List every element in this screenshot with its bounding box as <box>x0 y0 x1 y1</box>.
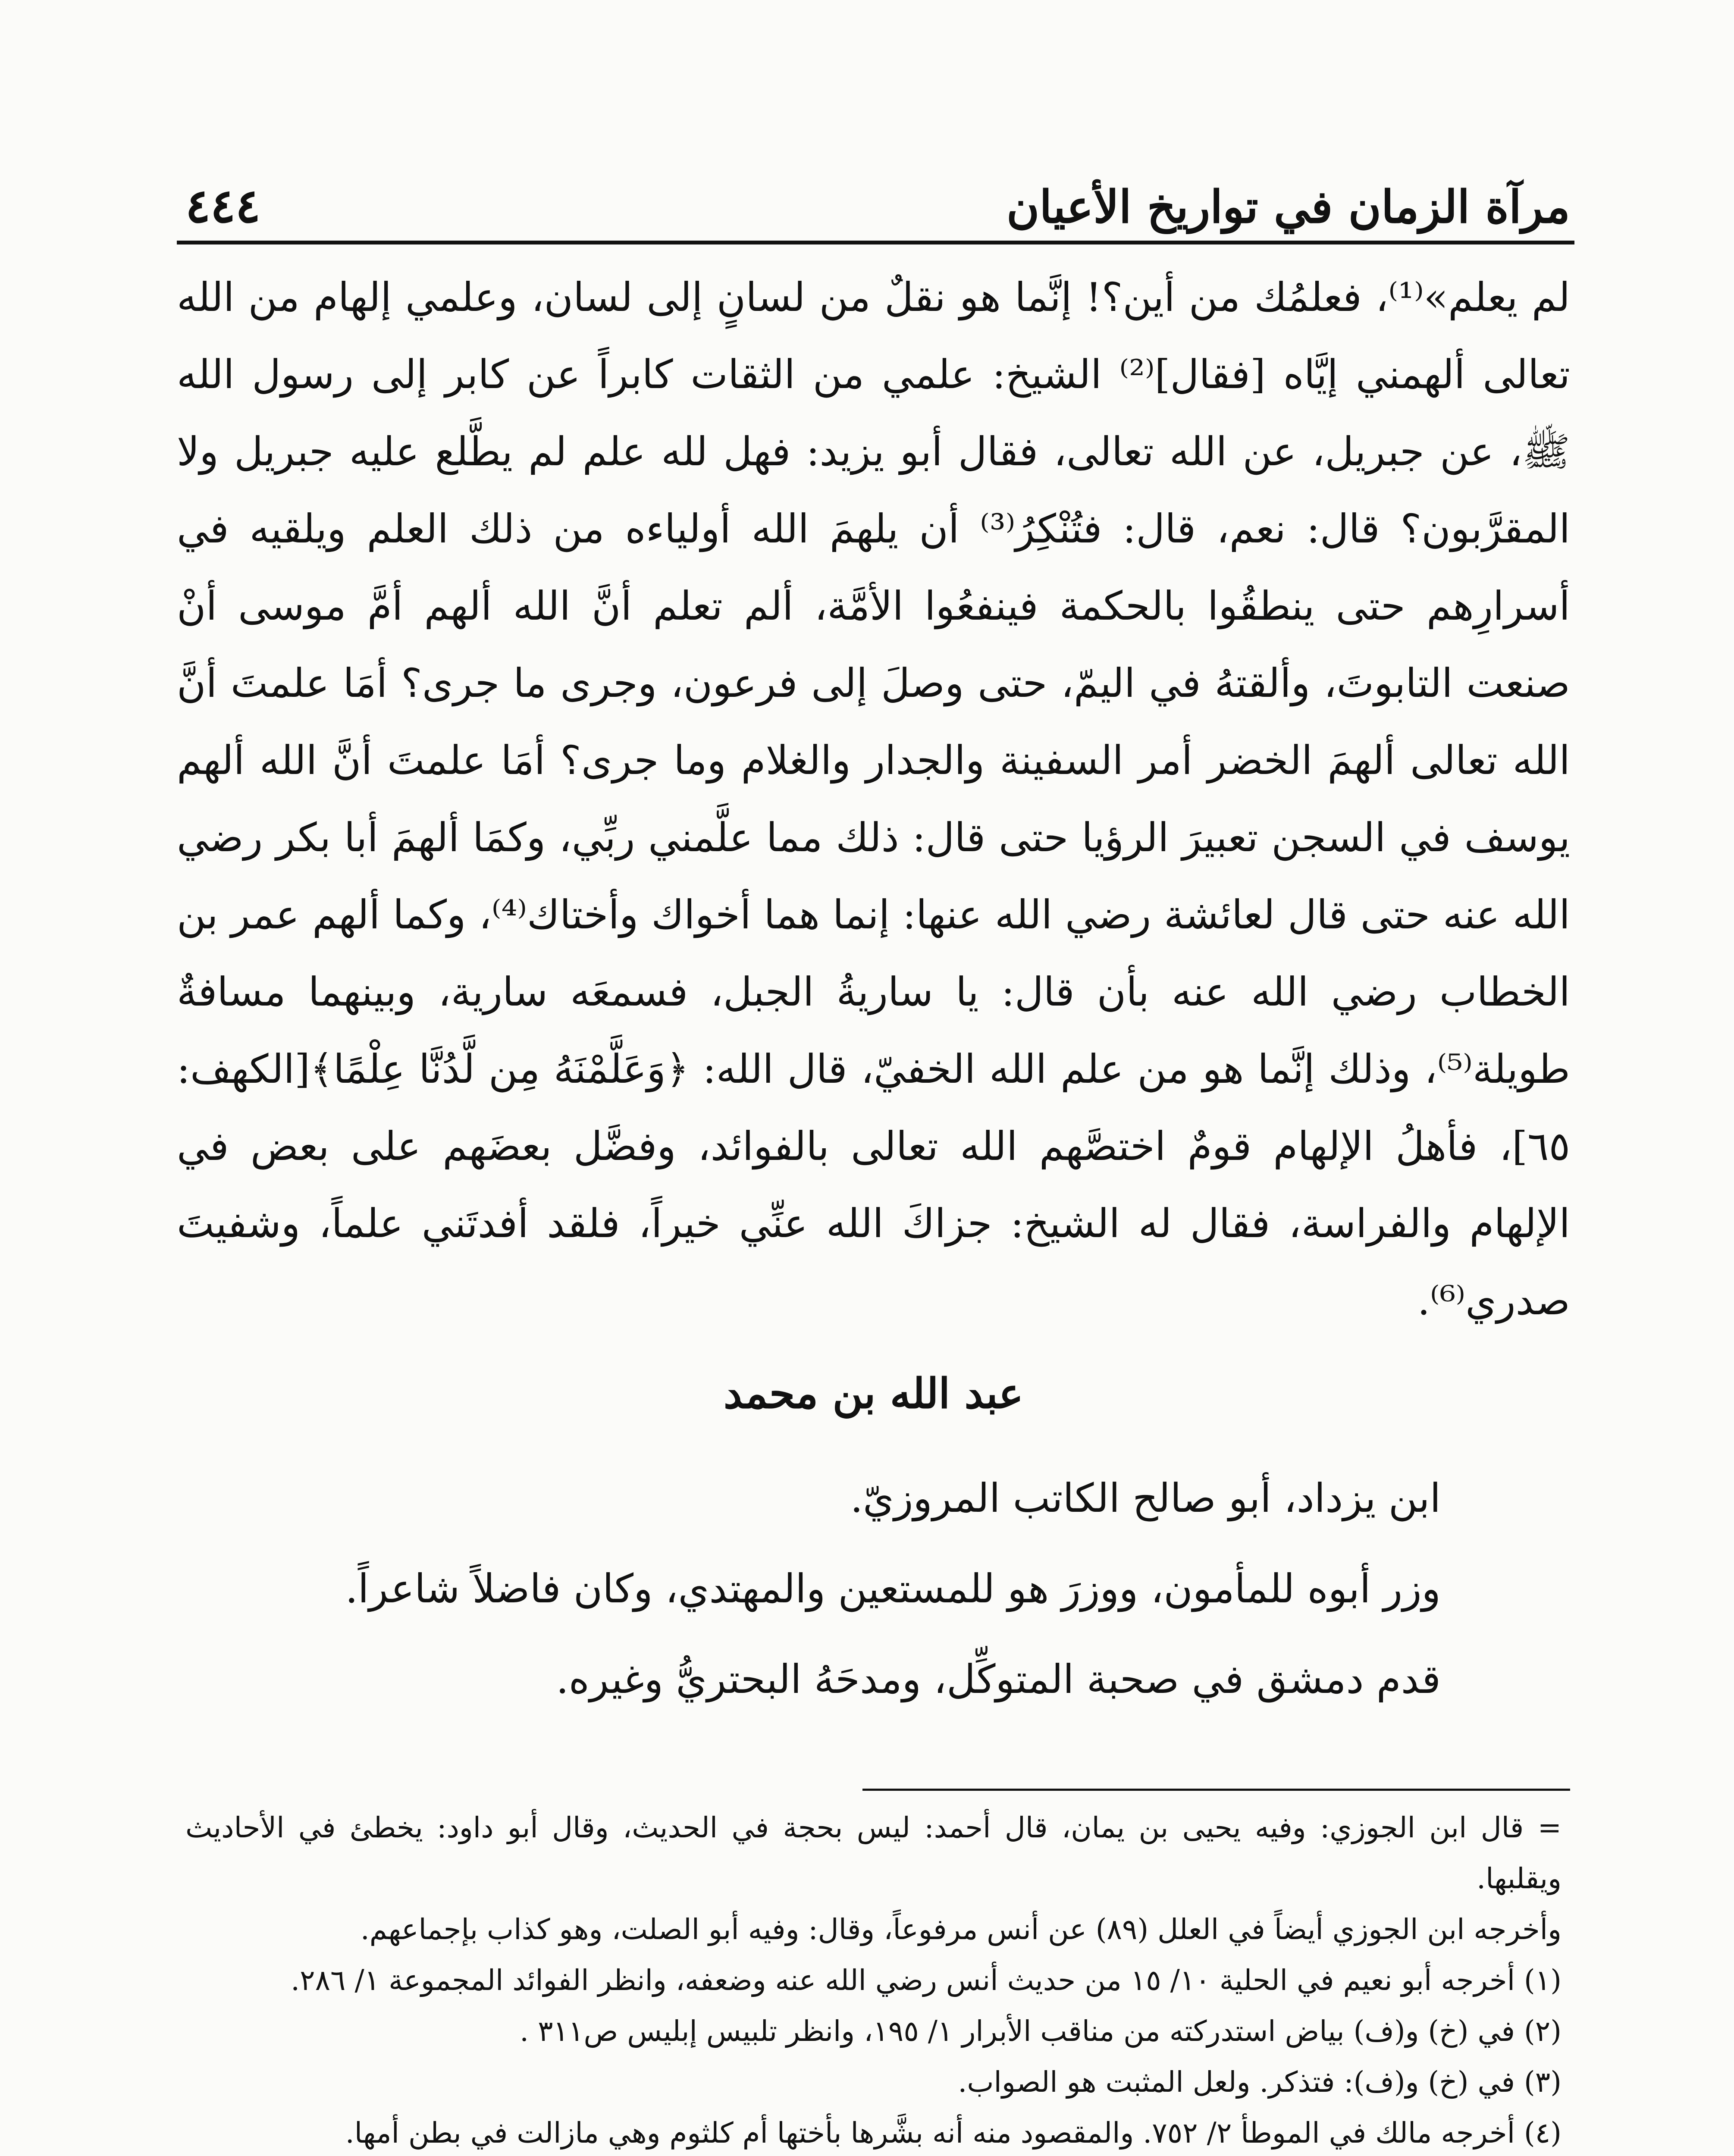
page-header <box>185 138 1570 237</box>
page-number: ٤٤٤ <box>185 179 261 233</box>
footnote-2: (٢) في (خ) و(ف) بياض استدركته من مناقب الأبرار ١/ ١٩٥، وانظر تلبيس إبليس ص٣١١ . <box>520 2015 1562 2048</box>
footnote-separator <box>862 1789 1570 1791</box>
biography-line: ابن يزداد، أبو صالح الكاتب المروزيّ. <box>850 1475 1441 1521</box>
main-paragraph: لم يعلم»⁽¹⁾، فعلمُك من أين؟! إنَّما هو نقلٌ من لسانٍ إلى لسان، وعلمي إلهام من الله تعالى ألهمني إيَّاه [فقال]⁽²⁾ الشيخ: علمي من الثقات كابراً عن كابر إلى رسول الله ﷺ، عن جبريل، عن الله تعالى، فقال أبو يزيد: فهل لله علم لم يطَّلع عليه جبريل ولا المقرَّبون؟ قال: نعم، قال: فتُنْكِرُ⁽³⁾ أن يلهمَ الله أولياءه من ذلك العلم ويلقيه في أسرارِهم حتى ينطقُوا بالحكمة فينفعُوا الأمَّة، ألم تعلم أنَّ الله ألهم أمَّ موسى أنْ صنعت التابوتَ، وألقتهُ في اليمّ، حتى وصلَ إلى فرعون، وجرى ما جرى؟ أمَا علمتَ أنَّ الله تعالى ألهمَ الخضر أمر السفينة والجدار والغلام وما جرى؟ أمَا علمتَ أنَّ الله ألهم يوسف في السجن تعبيرَ الرؤيا حتى قال: ذلك مما علَّمني ربِّي، وكمَا ألهمَ أبا بكر رضي الله عنه حتى قال لعائشة رضي الله عنها: إنما هما أخواك وأختاك⁽⁴⁾، وكما ألهم عمر بن الخطاب رضي الله عنه بأن قال: يا ساريةُ الجبل، فسمعَه سارية، وبينهما مسافةٌ طويلة⁽⁵⁾، وذلك إنَّما هو من علم الله الخفيّ، قال الله: ﴿وَعَلَّمْنَهُ مِن لَّدُنَّا عِلْمًا﴾[الكهف: ٦٥]، فأهلُ الإلهام قومٌ اختصَّهم الله تعالى بالفوائد، وفضَّل بعضَهم على بعض في الإلهام والفراسة، فقال له الشيخ: جزاكَ الله عنِّي خيراً، فلقد أفدتَني علماً، وشفيتَ صدري⁽⁶⁾. <box>177 274 1571 1324</box>
book-title: مرآة الزمان في تواريخ الأعيان <box>1006 180 1570 233</box>
header-rule <box>177 241 1574 244</box>
footnote-1: (١) أخرجه أبو نعيم في الحلية ١٠/ ١٥ من حديث أنس رضي الله عنه وضعفه، وانظر الفوائد المجموعة ١/ ٢٨٦. <box>291 1964 1562 1997</box>
biography-line: وزر أبوه للمأمون، ووزرَ هو للمستعين والمهتدي، وكان فاضلاً شاعراً. <box>345 1566 1441 1612</box>
footnotes <box>185 1802 1562 2156</box>
biography-line: قدم دمشق في صحبة المتوكِّل، ومدحَهُ البحتريُّ وغيره. <box>556 1656 1441 1702</box>
footnote-4: (٤) أخرجه مالك في الموطأ ٢/ ٧٥٢. والمقصود منه أنه بشَّرها بأختها أم كلثوم وهي مازالت في بطن أمها. <box>345 2116 1562 2150</box>
section-title: عبد الله بن محمد <box>723 1369 1024 1418</box>
footnote-continuation: وأخرجه ابن الجوزي أيضاً في العلل (٨٩) عن أنس مرفوعاً، وقال: وفيه أبو الصلت، وهو كذاب بإجماعهم. <box>360 1913 1562 1946</box>
footnote-continuation: = قال ابن الجوزي: وفيه يحيى بن يمان، قال أحمد: ليس بحجة في الحديث، وقال أبو داود: يخطئ في الأحاديث ويقلبها. <box>185 1811 1562 1895</box>
footnote-3: (٣) في (خ) و(ف): فتذكر. ولعل المثبت هو الصواب. <box>958 2065 1562 2099</box>
main-text <box>177 259 1570 1339</box>
biography-block <box>177 1453 1441 1725</box>
